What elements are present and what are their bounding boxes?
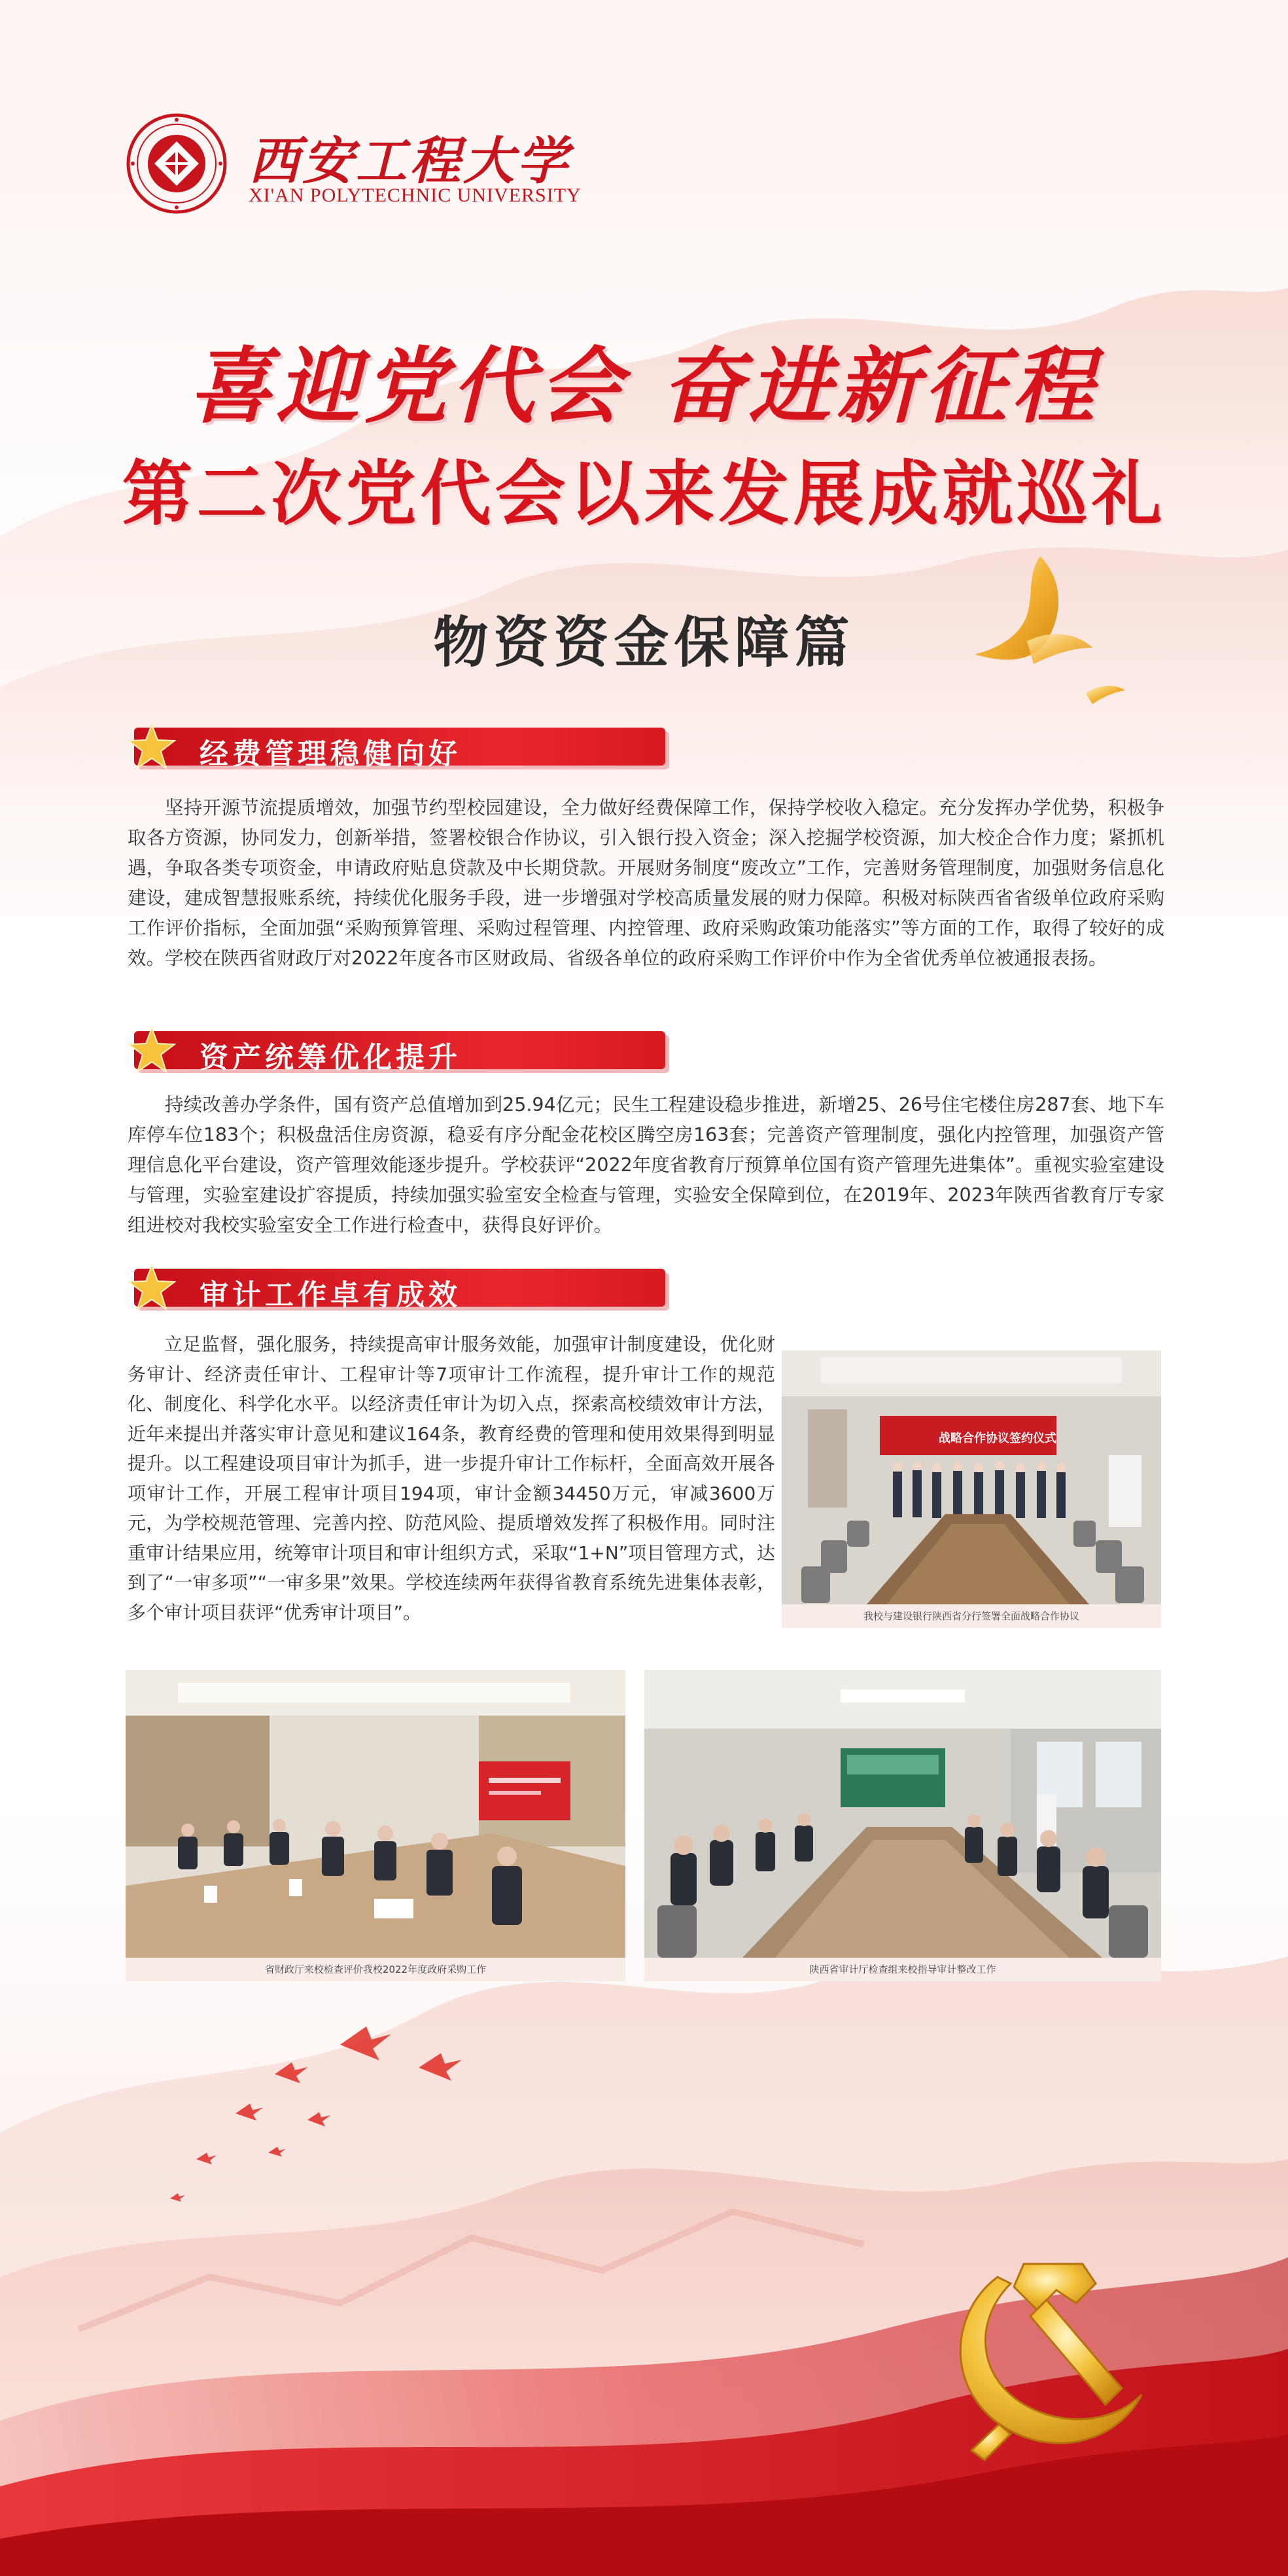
dove-icon [962, 550, 1132, 720]
logo-english-name: XI'AN POLYTECHNIC UNIVERSITY [249, 185, 582, 206]
photo-caption: 省财政厅来校检查评价我校2022年度政府采购工作 [126, 1958, 625, 1981]
main-title: 喜迎党代会 奋进新征程 [188, 338, 1100, 434]
star-icon [128, 722, 176, 771]
section-body-audit: 立足监督，强化服务，持续提高审计服务效能，加强审计制度建设，优化财务审计、经济责任审计、工程审计等7项审计工作流程，提升审计工作的规范化、制度化、科学化水平。以经济责任审计为切入点，探索高校绩效审计方法，近年来提出并落实审计意见和建议164条，教育经费的管理和使用效果得到明显提升。以工程建设项目审计为抓手，进一步提升审计工作标杆，全面高效开展各项审计工作，开展工程审计项目194项，审计金额34450万元，审减3600万元，为学校规范管理、完善内控、防范风险、提质增效发挥了积极作用。同时注重审计结果应用，统筹审计项目和审计组织方式，采取“1+N”项目管理方式，达到了“一审多项”“一审多果”效果。学校连续两年获得省教育系统先进集体表彰，多个审计项目获评“优秀审计项目”。 [128, 1333, 775, 1623]
signing-ceremony-image [782, 1350, 1161, 1604]
photo-audit-guidance [644, 1670, 1161, 1981]
university-logo [124, 111, 582, 216]
finance-inspection-image [126, 1670, 625, 1958]
section-body-budget: 坚持开源节流提质增效，加强节约型校园建设，全力做好经费保障工作，保持学校收入稳定。充分发挥办学优势，积极争取各方资源，协同发力，创新举措，签署校银合作协议，引入银行投入资金；深入挖掘学校资源，加大校企合作力度；紧抓机遇，争取各类专项资金，申请政府贴息贷款及中长期贷款。开展财务制度“废改立”工作，完善财务管理制度，加强财务信息化建设，建成智慧报账系统，持续优化服务手段，进一步增强对学校高质量发展的财力保障。积极对标陕西省省级单位政府采购工作评价指标，全面加强“采购预算管理、采购过程管理、内控管理、政府采购政策功能落实”等方面的工作，取得了较好的成效。学校在陕西省财政厅对2022年度各市区财政局、省级各单位的政府采购工作评价中作为全省优秀单位被通报表扬。 [128, 797, 1164, 969]
party-emblem-icon [926, 2238, 1161, 2473]
section-heading-audit [128, 1266, 670, 1312]
section-body-assets: 持续改善办学条件，国有资产总值增加到25.94亿元；民生工程建设稳步推进，新增25、26号住宅楼住房287套、地下车库停车位183个；积极盘活住房资源，稳妥有序分配金花校区腾空房163套；完善资产管理制度，强化内控管理，加强资产管理信息化平台建设，资产管理效能逐步提升。学校获评“2022年度省教育厅预算单位国有资产管理先进集体”。重视实验室建设与管理，实验室建设扩容提质，持续加强实验室安全检查与管理，实验安全保障到位，在2019年、2023年陕西省教育厅专家组进校对我校实验室安全工作进行检查中，获得良好评价。 [128, 1094, 1164, 1236]
university-seal-icon [124, 111, 229, 216]
photo-finance-inspection [126, 1670, 625, 1981]
main-subtitle: 第二次党代会以来发展成就巡礼 [122, 453, 1166, 535]
star-icon [128, 1026, 176, 1074]
section-title: 资产统筹优化提升 [200, 1041, 461, 1074]
star-icon [128, 1263, 176, 1312]
banner-text: 战略合作协议签约仪式 [939, 1432, 1056, 1445]
section-heading-assets [128, 1029, 670, 1072]
logo-chinese-name: 西安工程大学 [249, 132, 571, 191]
chapter-title: 物资资金保障篇 [433, 610, 855, 675]
section-heading-budget [128, 725, 670, 771]
photo-caption: 陕西省审计厅检查组来校指导审计整改工作 [644, 1958, 1161, 1981]
section-title: 经费管理稳健向好 [200, 737, 461, 771]
photo-caption: 我校与建设银行陕西省分行签署全面战略合作协议 [782, 1604, 1161, 1628]
audit-guidance-image [644, 1670, 1161, 1958]
photo-signing-ceremony [782, 1350, 1161, 1628]
section-title: 审计工作卓有成效 [200, 1279, 461, 1312]
